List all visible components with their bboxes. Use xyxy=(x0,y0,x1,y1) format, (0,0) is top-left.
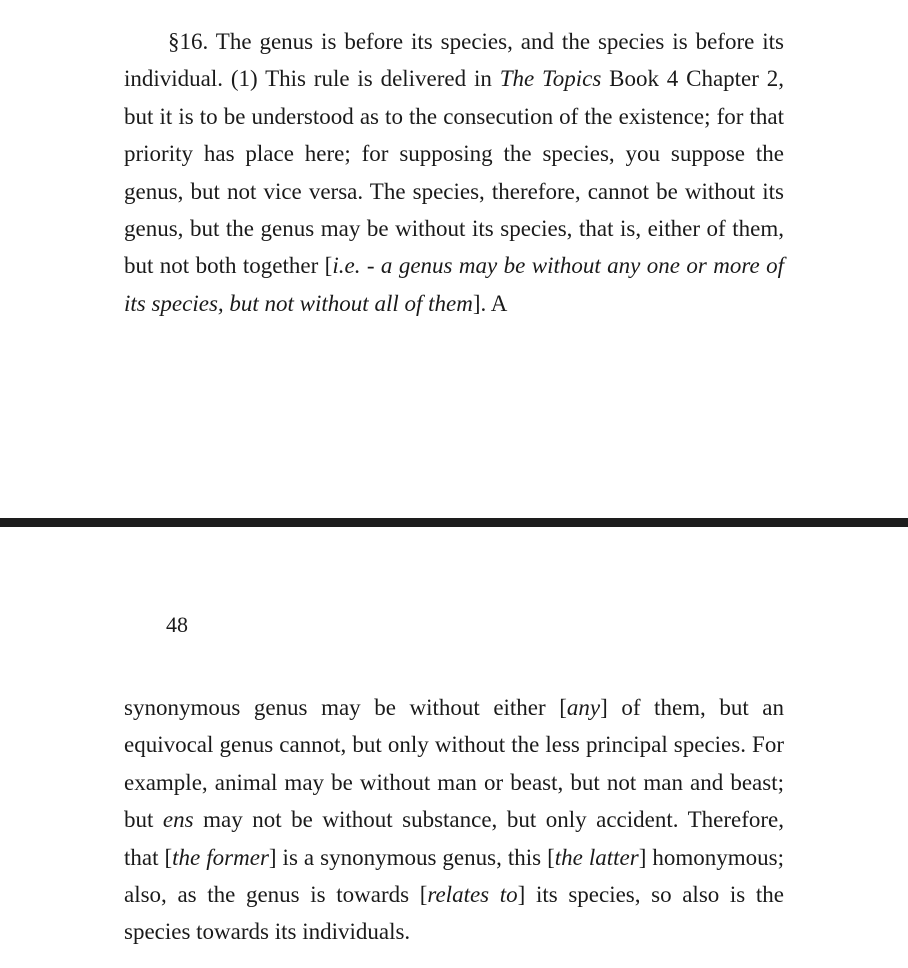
text-segment: Book 4 Chapter 2, but it is to be understood as to the consecution of the existence; for that priority has place here; for supposing the species, you suppose the genus, but not vice versa. The species, therefore, cannot be without its genus, but the genus may be without its species, that is, either of them, but not both together [ xyxy=(124,66,784,279)
text-segment: ] its species, so also is the species towards its individuals. xyxy=(124,882,784,945)
text-segment: may not be without substance, but only accident. Therefore, that [ xyxy=(124,807,784,870)
text-segment: ] of them, but an equivocal genus cannot, but only without the less principal species. For example, animal may be without man or beast, but not man and beast; but xyxy=(124,695,785,833)
italic-term: relates to xyxy=(427,882,518,908)
text-segment: ] is a synonymous genus, this [ xyxy=(268,844,555,870)
paragraph-text xyxy=(124,23,784,322)
italic-term: the former xyxy=(172,844,269,870)
italic-term: the latter xyxy=(554,844,639,870)
italic-term: ens xyxy=(162,807,194,833)
paragraph-section-16 xyxy=(124,23,784,322)
paragraph-continuation xyxy=(124,689,784,951)
text-segment: ]. A xyxy=(472,290,508,316)
italic-term: any xyxy=(566,695,601,720)
page-divider xyxy=(0,518,908,527)
page-number: 48 xyxy=(166,612,188,637)
text-segment: ] homonymous; also, as the genus is towards [ xyxy=(124,844,784,908)
text-segment: synonymous genus may be without either [ xyxy=(124,695,567,720)
book-title: The Topics xyxy=(499,66,602,92)
text-segment: §16. The genus is before its species, and the species is before its individual. (1) This rule is delivered in xyxy=(124,29,784,92)
paragraph-text xyxy=(124,689,784,951)
editorial-note: i.e. - a genus may be without any one or more of its species, but not without all of them xyxy=(124,253,784,316)
